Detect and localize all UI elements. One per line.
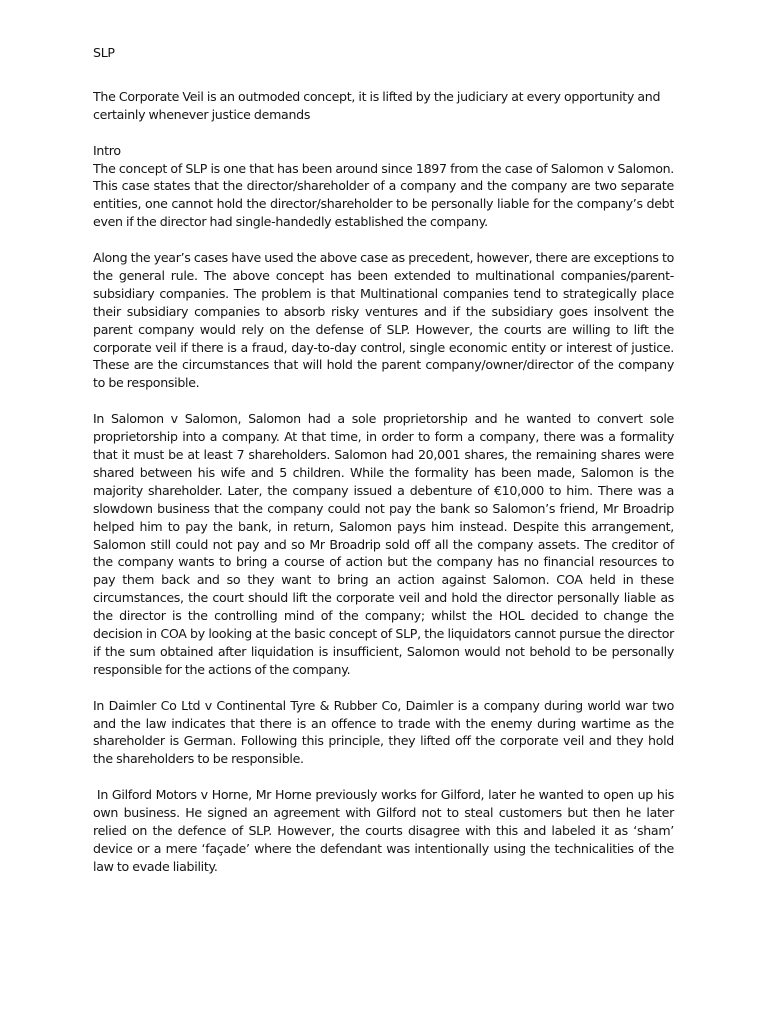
paragraph-1: The concept of SLP is one that has been around since 1897 from the case of Salomon v Salomon. This case states that the director/shareholder of a company and the company are two separate entities, one cannot hold the director/shareholder to be personally liable for the company’s debt even if the director had single-handedly established the company. (93, 160, 674, 230)
document-body (93, 44, 678, 876)
document-header: SLP (93, 45, 115, 60)
paragraph-3: In Salomon v Salomon, Salomon had a sole proprietorship and he wanted to convert sole proprietorship into a company. At that time, in order to form a company, there was a formality that it must be at least 7 shareholders. Salomon had 20,001 shares, the remaining shares were shared between his wife and 5 children. While the formality has been made, Salomon is the majority shareholder. Later, the company issued a debenture of €10,000 to him. There was a slowdown business that the company could not pay the bank so Salomon’s friend, Mr Broadrip helped him to pay the bank, in return, Salomon pays him instead. Despite this arrangement, Salomon still could not pay and so Mr Broadrip sold off all the company assets. The creditor of the company wants to bring a course of action but the company has no financial resources to pay them back and so they want to bring an action against Salomon. COA held in these circumstances, the court should lift the corporate veil and hold the director personally liable as the director is the controlling mind of the company; whilst the HOL decided to change the decision in COA by looking at the basic concept of SLP, the liquidators cannot pursue the director if the sum obtained after liquidation is insufficient, Salomon would not behold to be personally responsible for the actions of the company. (93, 411, 674, 677)
essay-title: The Corporate Veil is an outmoded concept, it is lifted by the judiciary at every opportunity and certainly whenever justice demands (93, 88, 661, 122)
paragraph-4: In Daimler Co Ltd v Continental Tyre & Rubber Co, Daimler is a company during world war two and the law indicates that there is an offence to trade with the enemy during wartime as the shareholder is German. Following this principle, they lifted off the corporate veil and they hold the shareholders to be responsible. (93, 697, 674, 767)
paragraph-5: In Gilford Motors v Horne, Mr Horne previously works for Gilford, later he wanted to open up his own business. He signed an agreement with Gilford not to steal customers but then he later relied on the defence of SLP. However, the courts disagree with this and labeled it as ‘sham’ device or a mere ‘façade’ where the defendant was intentionally using the technicalities of the law to evade liability. (93, 787, 678, 874)
intro-heading: Intro (93, 142, 121, 158)
paragraph-2: Along the year’s cases have used the above case as precedent, however, there are exceptions to the general rule. The above concept has been extended to multinational companies/parent-subsidiary companies. The problem is that Multinational companies tend to strategically place their subsidiary companies to absorb risky ventures and if the subsidiary goes insolvent the parent company would rely on the defense of SLP. However, the courts are willing to lift the corporate veil if there is a fraud, day-to-day control, single economic entity or interest of justice. These are the circumstances that will hold the parent company/owner/director of the company to be responsible. (93, 250, 674, 391)
